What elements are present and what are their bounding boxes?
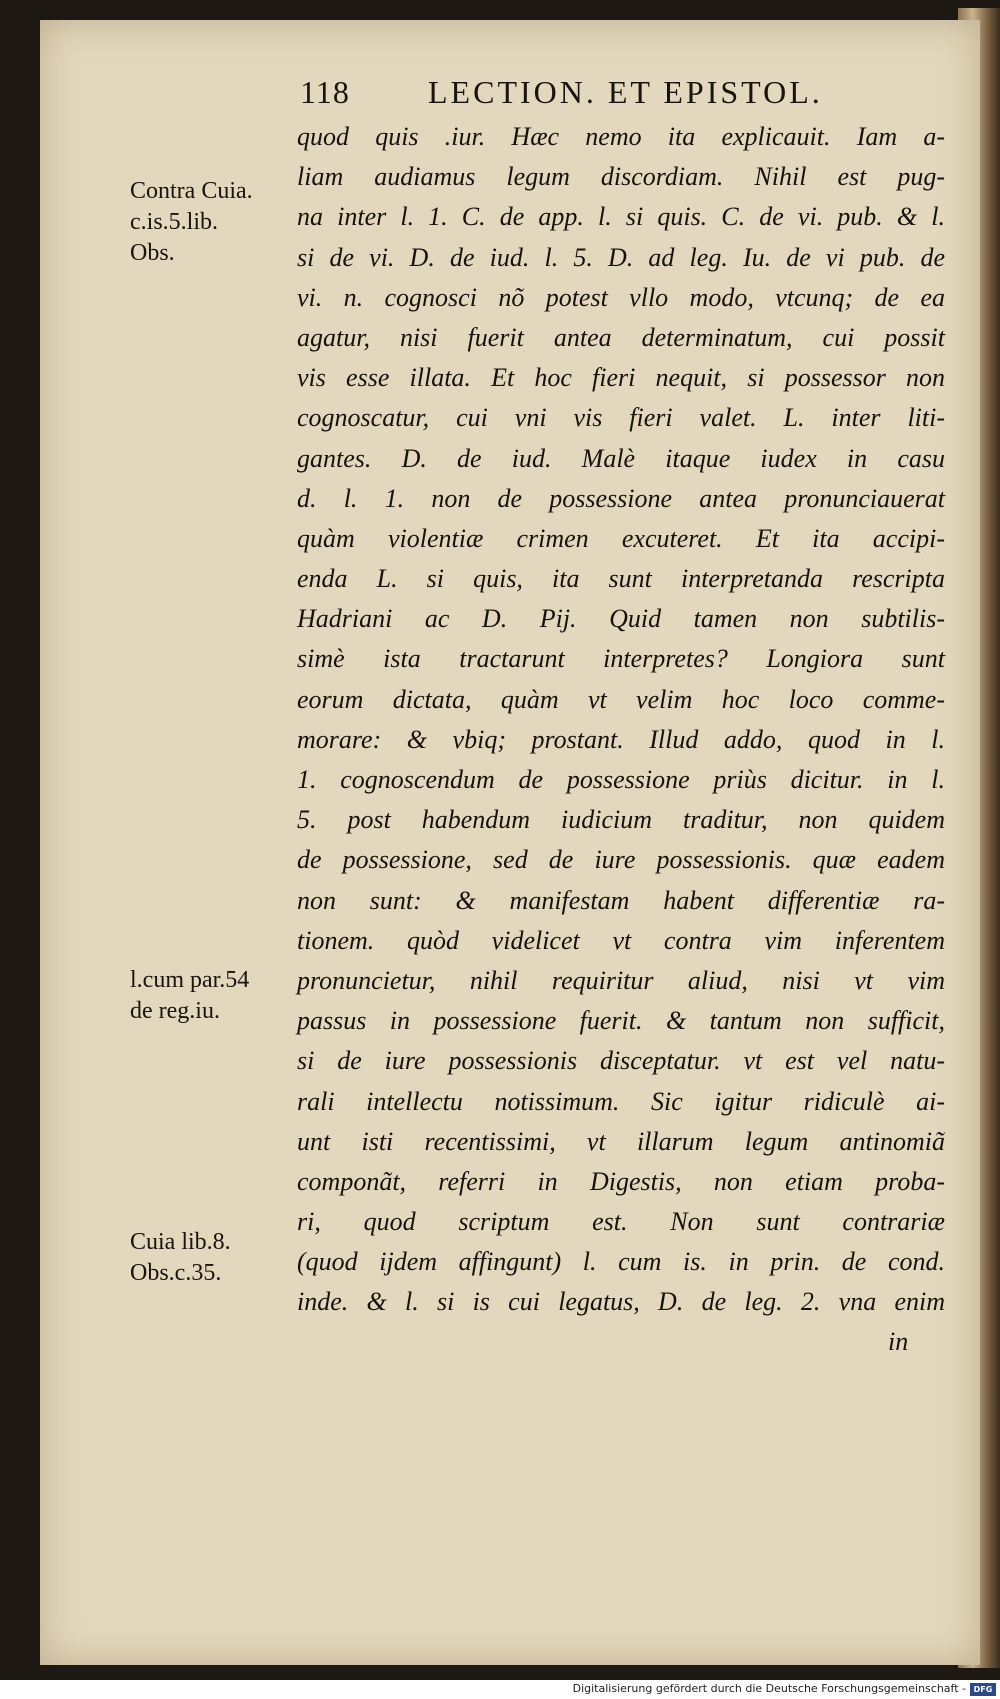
running-title: LECTION. ET EPISTOL. [428, 74, 823, 110]
text-line: quod quis .iur. Hæc nemo ita explicauit. Iam a- [297, 122, 945, 151]
margin-note-line: l.cum par.54 [130, 967, 250, 993]
text-line: si de iure possessionis disceptatur. vt est vel natu- [297, 1046, 945, 1076]
page-number: 118 [300, 74, 350, 110]
dfg-logo-icon: DFG [970, 1683, 996, 1696]
funding-credit: Digitalisierung gefördert durch die Deutsche Forschungsgemeinschaft - [572, 1682, 966, 1695]
text-line: inde. & l. si is cui legatus, D. de leg. 2. vna enim [297, 1287, 945, 1317]
text-line: (quod ijdem affingunt) l. cum is. in prin. de cond. [297, 1247, 945, 1277]
margin-note-line: Contra Cuia. [130, 178, 253, 204]
text-line: simè ista tractarunt interpretes? Longiora sunt [297, 644, 945, 674]
page-header [300, 62, 880, 122]
text-line: cognoscatur, cui vni vis fieri valet. L. inter liti- [297, 403, 945, 433]
text-line: vis esse illata. Et hoc fieri nequit, si possessor non [297, 363, 945, 393]
margin-note [130, 1227, 270, 1289]
margin-note-line: Obs.c.35. [130, 1260, 222, 1286]
margin-note-line: Obs. [130, 240, 175, 266]
text-line: liam audiamus legum discordiam. Nihil est pug- [297, 162, 945, 192]
text-line: non sunt: & manifestam habent differentiæ ra- [297, 885, 945, 915]
text-line: componãt, referri in Digestis, non etiam proba- [297, 1166, 945, 1196]
text-line: agatur, nisi fuerit antea determinatum, cui possit [297, 322, 945, 352]
text-line: si de vi. D. de iud. l. 5. D. ad leg. Iu. de vi pub. de [297, 242, 945, 272]
text-line: vi. n. cognosci nõ potest vllo modo, vtcunq; de ea [297, 282, 945, 312]
text-line: Hadriani ac D. Pij. Quid tamen non subtilis- [297, 604, 945, 634]
text-line: de possessione, sed de iure possessionis. quæ eadem [297, 845, 945, 875]
margin-note [130, 965, 270, 1027]
footer-bar [0, 1680, 1000, 1699]
text-line: eorum dictata, quàm vt velim hoc loco comme- [297, 684, 945, 714]
text-line: d. l. 1. non de possessione antea pronunciauerat [297, 483, 945, 513]
text-line: unt isti recentissimi, vt illarum legum antinomiã [297, 1126, 945, 1156]
text-line: ri, quod scriptum est. Non sunt contrariæ [297, 1207, 945, 1237]
text-line: pronuncietur, nihil requiritur aliud, nisi vt vim [297, 965, 945, 995]
margin-note-line: c.is.5.lib. [130, 209, 218, 235]
margin-note-line: de reg.iu. [130, 998, 220, 1024]
text-line: tionem. quòd videlicet vt contra vim inferentem [297, 925, 945, 955]
margin-note-line: Cuia lib.8. [130, 1229, 231, 1255]
text-line: morare: & vbiq; prostant. Illud addo, quod in l. [297, 724, 945, 754]
body-text [297, 117, 945, 1323]
text-line: passus in possessione fuerit. & tantum non sufficit, [297, 1006, 945, 1036]
text-line: rali intellectu notissimum. Sic igitur ridiculè ai- [297, 1086, 945, 1116]
text-line: enda L. si quis, ita sunt interpretanda rescripta [297, 564, 945, 594]
text-line: 1. cognoscendum de possessione priùs dicitur. in l. [297, 765, 945, 794]
text-line: quàm violentiæ crimen excuteret. Et ita accipi- [297, 523, 945, 553]
catchword: in [888, 1327, 909, 1356]
text-line: gantes. D. de iud. Malè itaque iudex in casu [297, 443, 945, 473]
margin-note [130, 176, 270, 269]
text-line: na inter l. 1. C. de app. l. si quis. C. de vi. pub. & l. [297, 202, 945, 232]
text-line: 5. post habendum iudicium traditur, non quidem [297, 805, 945, 835]
